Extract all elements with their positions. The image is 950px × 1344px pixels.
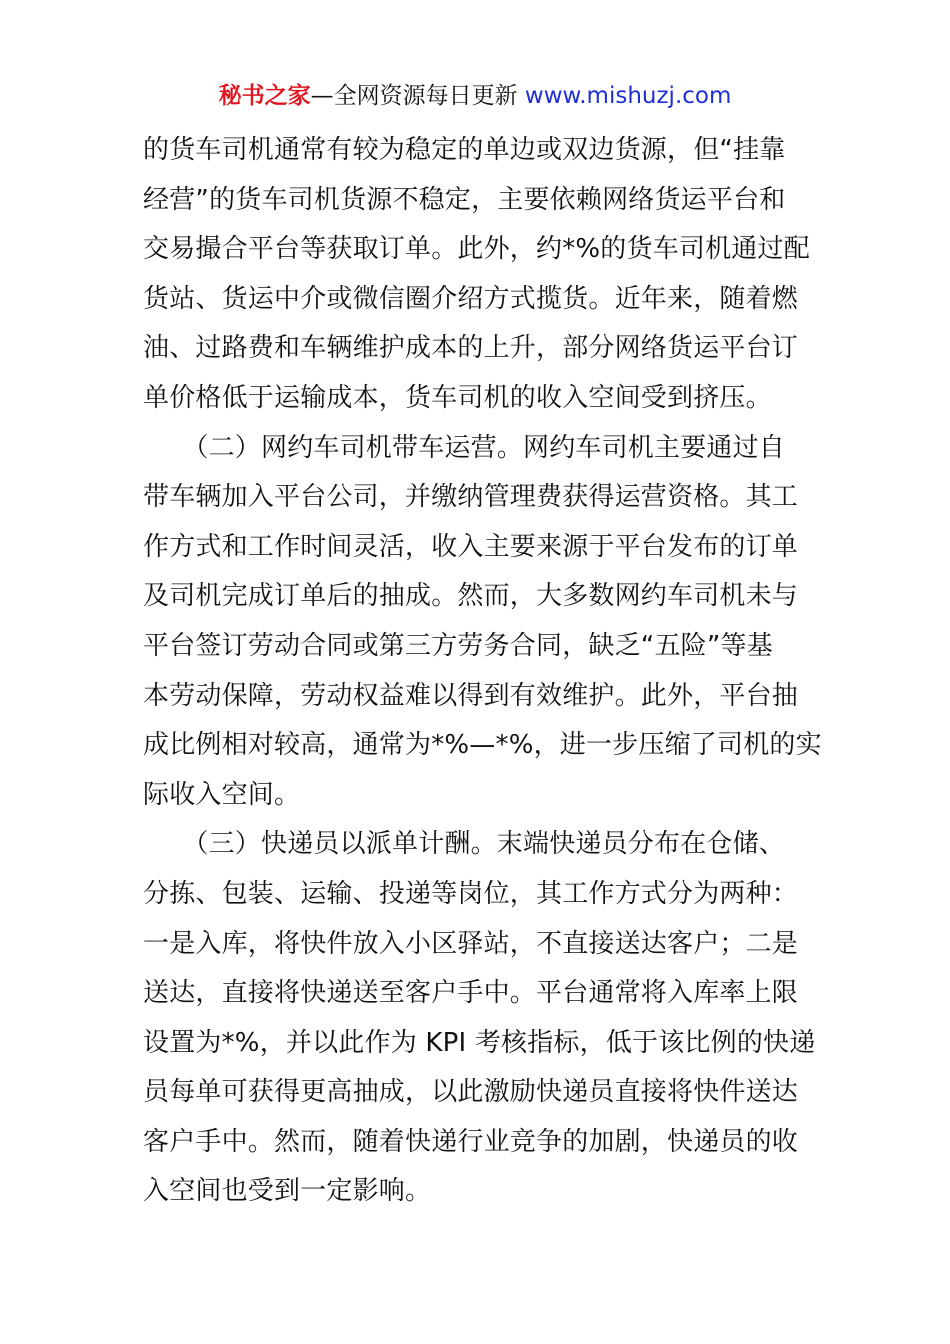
text-line: 单价格低于运输成本，货车司机的收入空间受到挤压。 [143, 382, 772, 413]
paragraph-heading-line: （三）快递员以派单计酬。末端快递员分布在仓储、 [143, 829, 786, 860]
text-line: 货站、货运中介或微信圈介绍方式揽货。近年来，随着燃 [143, 283, 799, 314]
text-line: 带车辆加入平台公司，并缴纳管理费获得运营资格。其工 [143, 482, 799, 513]
text-line: 送达，直接将快递送至客户手中。平台通常将入库率上限 [143, 978, 799, 1009]
document-body [143, 126, 823, 1217]
site-tagline: —全网资源每日更新 [310, 83, 518, 109]
text-line: 成比例相对较高，通常为*%—*%，进一步压缩了司机的实 [143, 730, 822, 761]
text-line: 际收入空间。 [143, 779, 301, 810]
site-url-link[interactable]: www.mishuzj.com [524, 83, 732, 109]
text-line: 经营”的货车司机货源不稳定，主要依赖网络货运平台和 [143, 184, 786, 215]
page-header [0, 80, 950, 112]
text-line: 作方式和工作时间灵活，收入主要来源于平台发布的订单 [143, 531, 799, 562]
text-line: 交易撮合平台等获取订单。此外，约*%的货车司机通过配 [143, 234, 810, 265]
text-line: 入空间也受到一定影响。 [143, 1176, 432, 1207]
text-line: 员每单可获得更高抽成，以此激励快递员直接将快件送达 [143, 1077, 799, 1108]
paragraph-heading-line: （二）网约车司机带车运营。网约车司机主要通过自 [143, 432, 786, 463]
text-line: 本劳动保障，劳动权益难以得到有效维护。此外，平台抽 [143, 680, 799, 711]
text-line: 的货车司机通常有较为稳定的单边或双边货源，但“挂靠 [143, 135, 786, 165]
text-line: 一是入库，将快件放入小区驿站，不直接送达客户；二是 [143, 928, 799, 959]
text-line: 分拣、包装、运输、投递等岗位，其工作方式分为两种： [143, 878, 799, 909]
text-line: 油、过路费和车辆维护成本的上升，部分网络货运平台订 [143, 333, 799, 364]
text-line: 设置为*%，并以此作为 KPI 考核指标，低于该比例的快递 [143, 1027, 816, 1058]
site-brand: 秘书之家 [218, 83, 311, 109]
text-line: 平台签订劳动合同或第三方劳务合同，缺乏“五险”等基 [143, 630, 773, 661]
text-line: 客户手中。然而，随着快递行业竞争的加剧，快递员的收 [143, 1126, 799, 1157]
text-line: 及司机完成订单后的抽成。然而，大多数网约车司机未与 [143, 581, 799, 612]
